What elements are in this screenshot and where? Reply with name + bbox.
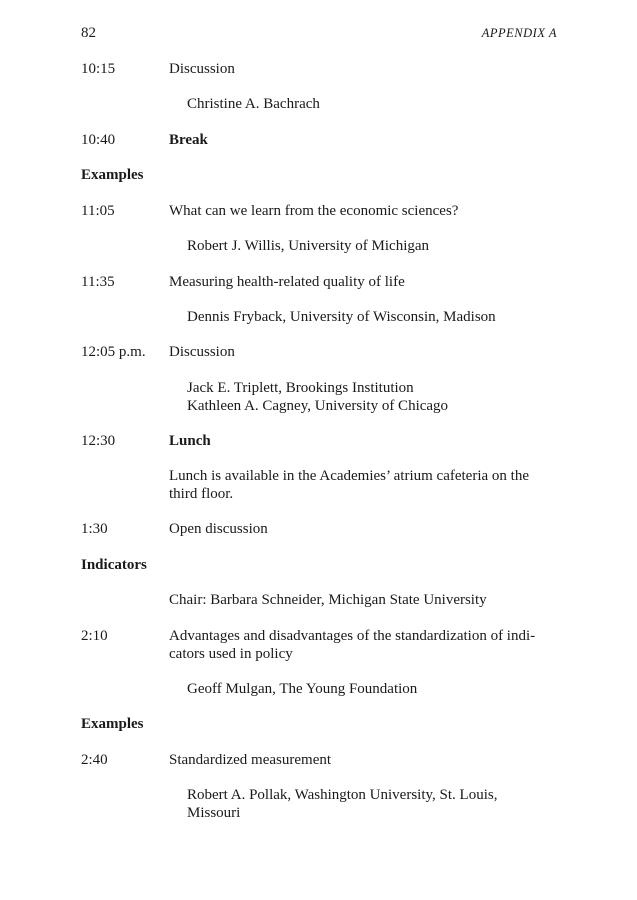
speaker: Christine A. Bachrach bbox=[187, 96, 320, 112]
section-heading: Indicators bbox=[81, 557, 147, 573]
session-title: Discussion bbox=[169, 61, 235, 77]
session-time: 10:15 bbox=[81, 61, 116, 77]
session-time: 2:10 bbox=[81, 628, 108, 644]
lunch-note-line-1: Lunch is available in the Academies’ atrium cafeteria on the bbox=[169, 468, 529, 484]
session-title-line-1: Advantages and disadvantages of the standardization of indi- bbox=[169, 628, 536, 644]
section-heading: Examples bbox=[81, 167, 144, 183]
page-number: 82 bbox=[81, 25, 96, 41]
speaker: Kathleen A. Cagney, University of Chicago bbox=[187, 398, 449, 414]
section-heading: Examples bbox=[81, 716, 144, 732]
session-title: Lunch bbox=[169, 433, 211, 449]
session-title: Open discussion bbox=[169, 521, 268, 537]
speaker: Jack E. Triplett, Brookings Institution bbox=[187, 380, 414, 396]
session-time: 1:30 bbox=[81, 521, 108, 537]
speaker: Geoff Mulgan, The Young Foundation bbox=[187, 681, 418, 697]
session-title: Standardized measurement bbox=[169, 752, 332, 768]
chair-note: Chair: Barbara Schneider, Michigan State University bbox=[169, 592, 487, 608]
session-title: Break bbox=[169, 132, 208, 148]
session-time: 10:40 bbox=[81, 132, 116, 148]
lunch-note-line-2: third floor. bbox=[169, 486, 234, 502]
session-time: 11:05 bbox=[81, 203, 115, 219]
running-head: APPENDIX A bbox=[481, 26, 557, 40]
session-time: 11:35 bbox=[81, 274, 115, 290]
speaker: Dennis Fryback, University of Wisconsin, Madison bbox=[187, 309, 496, 325]
speaker: Robert J. Willis, University of Michigan bbox=[187, 238, 430, 254]
session-title-line-2: cators used in policy bbox=[169, 646, 293, 662]
speaker-line-2: Missouri bbox=[187, 805, 241, 821]
session-title: Measuring health-related quality of life bbox=[169, 274, 405, 290]
session-time: 12:30 bbox=[81, 433, 116, 449]
session-title: Discussion bbox=[169, 344, 235, 360]
session-time: 12:05 p.m. bbox=[81, 344, 146, 360]
session-time: 2:40 bbox=[81, 752, 108, 768]
speaker-line-1: Robert A. Pollak, Washington University, St. Louis, bbox=[187, 787, 498, 803]
session-title: What can we learn from the economic sciences? bbox=[169, 203, 459, 219]
